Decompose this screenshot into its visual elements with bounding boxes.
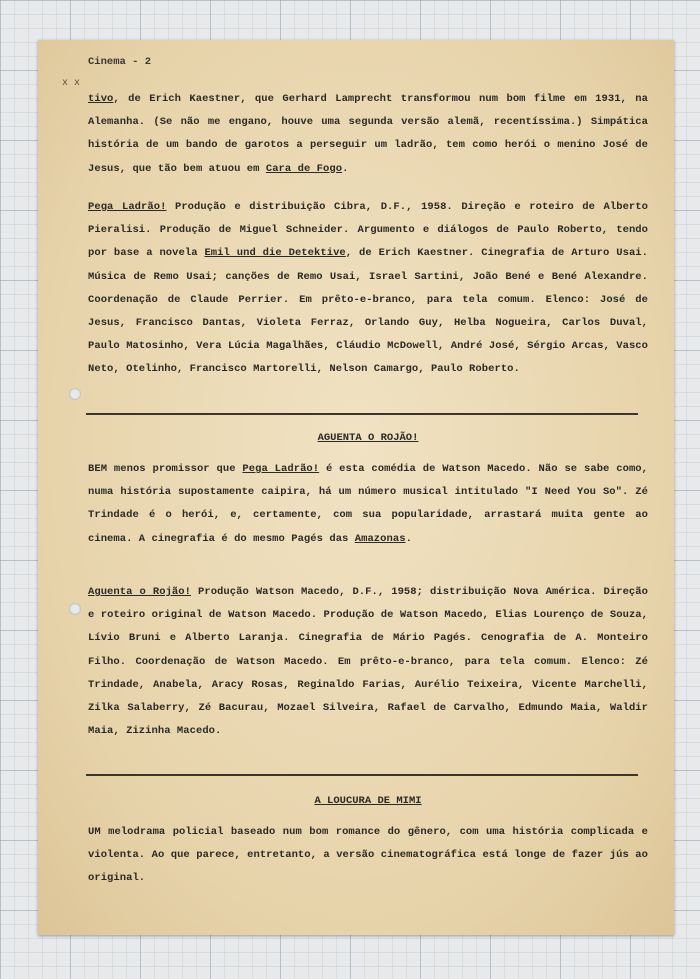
punch-hole [69,603,81,615]
section-divider [86,774,638,776]
credits-paragraph [88,196,648,382]
section-divider [86,413,638,415]
page-header: Cinema - 2 [88,56,152,68]
paragraph-text: . [405,532,412,545]
paragraph-text: BEM menos promissor que [88,463,243,475]
underlined-title: Amazonas [354,532,406,545]
section-heading: A LOUCURA DE MIMI [314,795,422,807]
underlined-title: tivo [88,93,114,105]
paragraph [88,88,648,181]
section-heading: AGUENTA O ROJÃO! [317,432,419,444]
paragraph-text: é esta comédia de Watson Macedo. Não se sabe como, numa história supostamente caipira, há um número musical intitulado "I Need You So". Zé Trindade é o herói, e, certamente, com sua popularidade, arrastará muita gente ao cinema. A cinegrafia é do mesmo Pagés das [88,463,649,545]
paragraph-text: Produção e distribuição Cibra, D.F., 1958. Direção e roteiro de Alberto Pieralisi. Produção de Miguel Schneider. Argumento e diálogos de Paulo Roberto, tendo por base a novela [88,201,648,260]
margin-mark: x x [62,78,81,89]
paragraph-text: . [342,162,349,175]
paragraph: UM melodrama policial baseado num bom romance do gênero, com uma história complicada e violenta. Ao que parece, entretanto, a versão cinematográfica está longe de fazer jús ao original. [88,826,648,885]
typed-page [38,40,674,935]
paragraph-text: , de Erich Kaestner. Cinegrafia de Arturo Usai. Música de Remo Usai; canções de Remo Usai, Israel Sartini, João Bené e Bené Alexandre. Coordenação de Claude Perrier. Em prêto-e-branco, para tela comum. Elenco: José de Jesus, Francisco Dantas, Violeta Ferraz, Orlando Guy, Helba Nogueira, Carlos Duval, Paulo Matosinho, Vera Lúcia Magalhães, Cláudio McDowell, André José, Sérgio Arcas, Vasco Neto, Otelinho, Francisco Martorelli, Nelson Camargo, Paulo Roberto. [88,247,648,376]
underlined-title: Emil und die Detektive [204,247,346,260]
underlined-title: Pega Ladrão! [88,201,167,213]
underlined-title: Pega Ladrão! [242,463,320,475]
underlined-title: Cara de Fogo [265,162,343,175]
paragraph-text: , de Erich Kaestner, que Gerhard Lamprecht transformou num bom filme em 1931, na Alemanha. (Se não me engano, houve uma segunda versão alemã, recentíssima.) Simpática história de um bando de garotos a perseguir um ladrão, tem como herói o menino José de Jesus, que tão bem atuou em [88,93,648,175]
paragraph-text: Produção Watson Macedo, D.F., 1958; distribuição Nova América. Direção e roteiro original de Watson Macedo. Produção de Watson Macedo, Elias Lourenço de Souza, Lívio Bruni e Alberto Laranja. Cinegrafia de Mário Pagés. Cenografia de A. Monteiro Filho. Coordenação de Watson Macedo. Em prêto-e-branco, para tela comum. Elenco: Zé Trindade, Anabela, Aracy Rosas, Reginaldo Farias, Aurélio Teixeira, Vicente Marchelli, Zilka Salaberry, Zé Bacurau, Mozael Silveira, Rafael de Carvalho, Edmundo Maia, Waldir Maia, Zizinha Macedo. [88,586,648,738]
underlined-title: Aguenta o Rojão! [88,586,191,598]
paragraph [88,458,648,551]
punch-hole [69,388,81,400]
credits-paragraph [88,581,648,743]
